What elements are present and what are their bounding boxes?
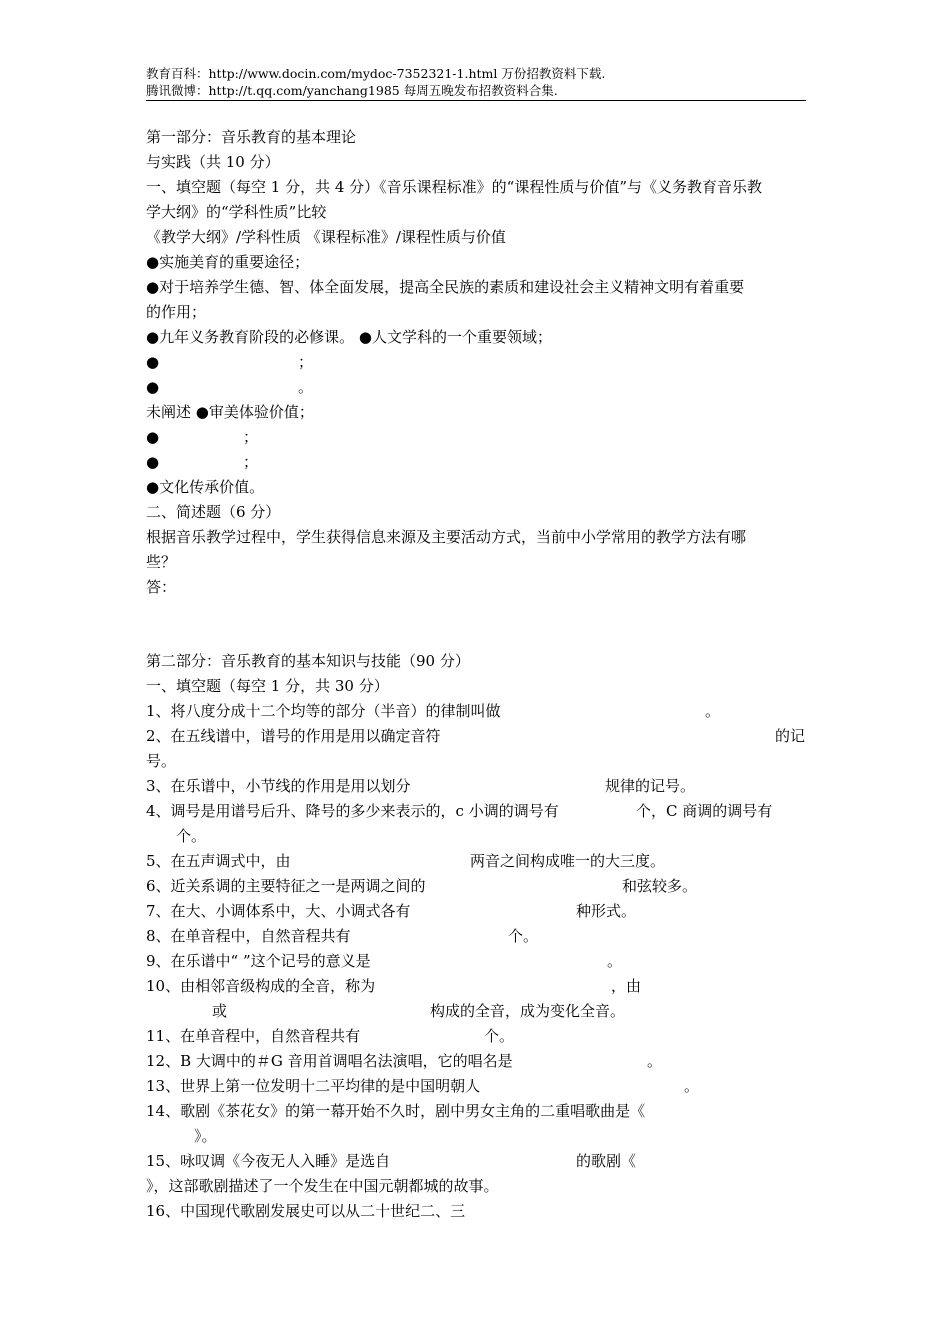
question-5: 5、在五声调式中，由 [146,852,291,870]
part2-title: 第二部分：音乐教育的基本知识与技能（90 分） [146,652,470,670]
question-11: 11、在单音程中，自然音程共有 [146,1027,361,1045]
header-line-1: 教育百科：http://www.docin.com/mydoc-7352321-1.html 万份招教资料下载. [146,66,606,81]
comparison-line: 《教学大纲》/学科性质 《课程标准》/课程性质与价值 [146,228,506,246]
question-11-end: 个。 [484,1027,515,1045]
question-10-cont: 或 [212,1002,228,1020]
blank-punct: ； [298,353,314,371]
question-14: 14、歌剧《茶花女》的第一幕开始不久时，剧中男女主角的二重唱歌曲是《 [146,1102,646,1120]
part2-section-heading: 一、填空题（每空 1 分，共 30 分） [146,677,389,695]
question-10-cont-end: 构成的全音，成为变化全音。 [430,1002,626,1020]
bullet-blank: ● [146,453,160,471]
question-2-end: 的记 [775,727,806,745]
blank-punct: 。 [298,378,314,396]
part1-title-cont: 与实践（共 10 分） [146,153,280,171]
question-2-cont: 号。 [146,752,177,770]
question-16: 16、中国现代歌剧发展史可以从二十世纪二、三 [146,1202,466,1220]
question-14-cont: 》。 [194,1127,217,1145]
question-8-end: 个。 [508,927,539,945]
bullet-blank: ● [146,353,160,371]
question-10: 10、由相邻音级构成的全音，称为 [146,977,376,995]
bullet-blank: ● [146,428,160,446]
short-answer-heading: 二、简述题（6 分） [146,503,281,521]
question-4: 4、调号是用谱号后升、降号的多少来表示的，c 小调的调号有 [146,802,559,820]
blank-punct: ； [243,453,259,471]
question-10-end: ，由 [611,977,642,995]
header-divider [146,100,806,101]
question-15-cont: 》，这部歌剧描述了一个发生在中国元朝都城的故事。 [146,1177,499,1195]
bullet-item: ●文化传承价值。 [146,478,265,496]
question-4-cont: 个。 [176,827,207,845]
answer-label: 答： [146,578,177,596]
bullet-item: ●九年义务教育阶段的必修课。 ●人文学科的一个重要领域； [146,328,552,346]
header-line-2: 腾讯微博：http://t.qq.com/yanchang1985 每周五晚发布招教资料合集. [146,83,558,98]
question-5-end: 两音之间构成唯一的大三度。 [470,852,666,870]
question-3: 3、在乐谱中，小节线的作用是用以划分 [146,777,411,795]
bullet-item: ●实施美育的重要途径； [146,253,310,271]
question-9-end: 。 [607,952,623,970]
question-2: 2、在五线谱中，谱号的作用是用以确定音符 [146,727,441,745]
question-7: 7、在大、小调体系中，大、小调式各有 [146,902,411,920]
bullet-item: ●对于培养学生德、智、体全面发展，提高全民族的素质和建设社会主义精神文明有着重要 [146,278,745,296]
question-6: 6、近关系调的主要特征之一是两调之间的 [146,877,426,895]
question-12: 12、B 大调中的＃G 音用首调唱名法演唱，它的唱名是 [146,1052,513,1070]
question-7-end: 种形式。 [576,902,637,920]
question-15: 15、咏叹调《今夜无人入睡》是选自 [146,1152,391,1170]
question-13: 13、世界上第一位发明十二平均律的是中国明朝人 [146,1077,481,1095]
question-3-end: 规律的记号。 [605,777,696,795]
question-8: 8、在单音程中，自然音程共有 [146,927,351,945]
bullet-blank: ● [146,378,160,396]
bullet-item: 未阐述 ●审美体验价值； [146,403,314,421]
question-12-end: 。 [647,1052,663,1070]
question-1-end: 。 [705,702,721,720]
part1-title: 第一部分：音乐教育的基本理论 [146,128,357,146]
question-15-end: 的歌剧《 [576,1152,637,1170]
question-13-end: 。 [684,1077,700,1095]
bullet-item-cont: 的作用； [146,303,207,321]
fill-blank-heading: 一、填空题（每空 1 分，共 4 分）《音乐课程标准》的“课程性质与价值”与《义务教育音乐教 [146,178,763,196]
question-1: 1、将八度分成十二个均等的部分（半音）的律制叫做 [146,702,501,720]
short-answer-question-cont: 些？ [146,553,177,571]
question-4-mid: 个，C 商调的调号有 [636,802,773,820]
blank-punct: ； [243,428,259,446]
short-answer-question: 根据音乐教学过程中，学生获得信息来源及主要活动方式，当前中小学常用的教学方法有哪 [146,528,747,546]
question-9: 9、在乐谱中“ ”这个记号的意义是 [146,952,371,970]
fill-blank-heading-cont: 学大纲》的“学科性质”比较 [146,203,327,221]
question-6-end: 和弦较多。 [622,877,698,895]
